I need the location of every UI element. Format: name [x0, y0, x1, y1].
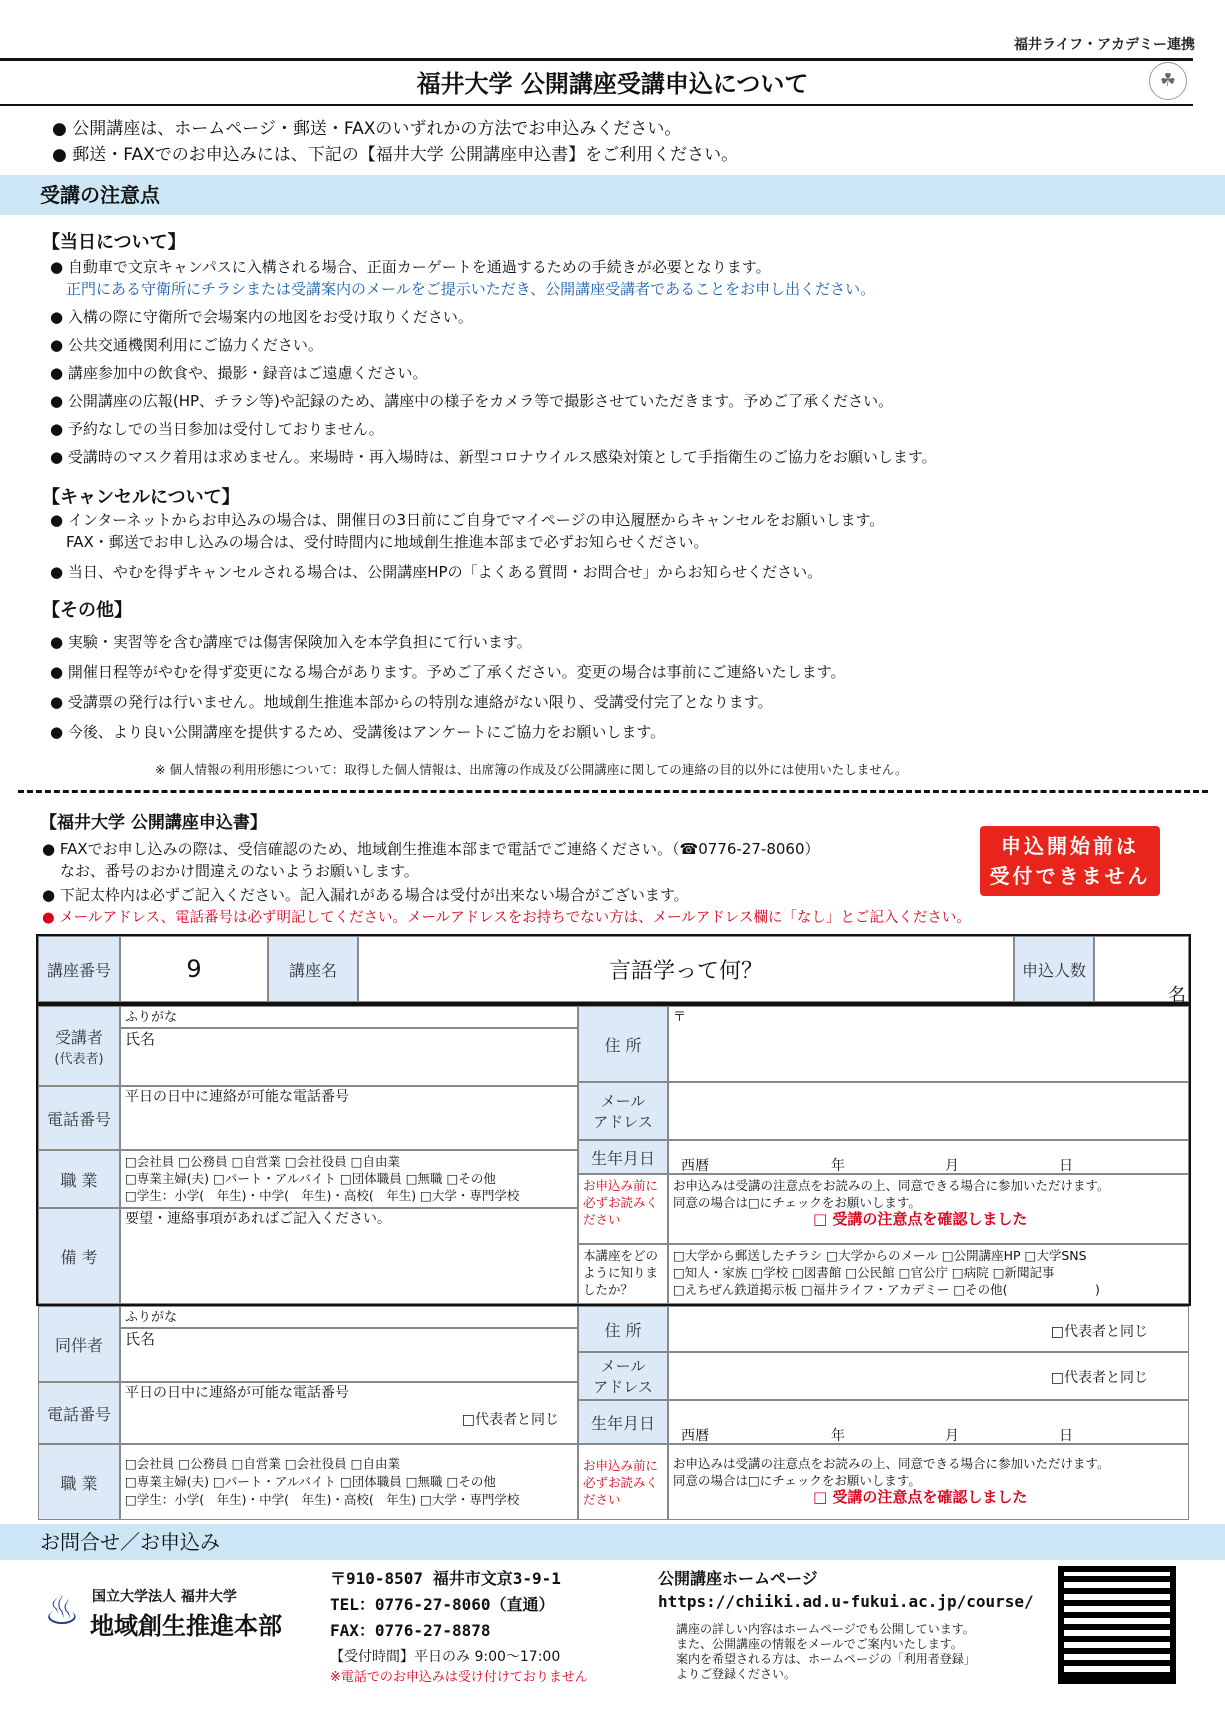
day: 日	[1059, 1428, 1073, 1444]
consent-text: お申込みは受講の注意点をお読みの上、同意できる場合に参加いただけます。	[673, 1456, 1110, 1471]
mail-text2: アドレス	[593, 1378, 653, 1396]
job-field[interactable]	[120, 1150, 578, 1208]
companion-job-label: 職 業	[38, 1444, 120, 1520]
list-item: ● 自動車で文京キャンパスに入構される場合、正面カーゲートを通過するための手続きが必要となります。	[50, 258, 771, 276]
list-item: ● 入構の際に守衛所で会場案内の地図をお受け取りください。	[50, 308, 473, 326]
list-item: ● 実験・実習等を含む講座では傷害保険加入を本学負担にて行います。	[50, 633, 532, 651]
qr-code-icon[interactable]	[1058, 1566, 1176, 1684]
companion-mail-same[interactable]: □代表者と同じ	[668, 1352, 1189, 1400]
consent-checkbox[interactable]: □ 受講の注意点を確認しました	[813, 1488, 1028, 1506]
companion-name[interactable]: 氏名	[120, 1328, 578, 1382]
phone-note: 平日の日中に連絡が可能な電話番号	[125, 1385, 349, 1401]
day-title: 【当日について】	[42, 232, 186, 253]
university-logo-icon: ♨	[44, 1588, 80, 1634]
hp-note-line: よりご登録ください。	[676, 1667, 797, 1681]
job-options: □会社員 □公務員 □自営業 □会社役員 □自由業	[125, 1154, 400, 1169]
stamp-line: 申込開始前は	[1001, 834, 1139, 858]
phone-label: 電話番号	[38, 1086, 120, 1150]
companion-phone-label: 電話番号	[38, 1382, 120, 1444]
year: 年	[831, 1428, 845, 1444]
how-options: □大学から郵送したチラシ □大学からのメール □公開講座HP □大学SNS	[673, 1248, 1087, 1263]
year: 年	[831, 1158, 845, 1174]
course-name-value[interactable]: 言語学って何？	[358, 936, 1014, 1002]
companion-birth-label: 生年月日	[578, 1400, 668, 1444]
list-item: ● インターネットからお申込みの場合は、開催日の3日前にご自身でマイページの申込履歴からキャンセルをお願いします。	[50, 511, 885, 529]
how-field[interactable]	[668, 1244, 1189, 1304]
companion-phone-field[interactable]	[120, 1382, 578, 1444]
consent-text: 同意の場合は□にチェックをお願いします。	[673, 1473, 921, 1488]
header-label: 福井ライフ・アカデミー連携	[1013, 37, 1195, 53]
companion-address-same[interactable]: □代表者と同じ	[668, 1306, 1189, 1352]
other-title: 【その他】	[42, 600, 132, 621]
contact-heading: お問合せ／お申込み	[0, 1524, 1225, 1560]
form-title: 【福井大学 公開講座申込書】	[40, 813, 267, 833]
mail-text: メール	[600, 1357, 646, 1375]
applicant-text: 受講者	[54, 1028, 103, 1047]
form-instruction-red: ● メールアドレス、電話番号は必ず明記してください。メールアドレスをお持ちでない方は、メールアドレス欄に「なし」とご記入ください。	[42, 910, 971, 926]
name-field[interactable]: 氏名	[120, 1028, 578, 1086]
consent-text: お申込みは受講の注意点をお読みの上、同意できる場合に参加いただけます。	[673, 1178, 1110, 1193]
job-options: □専業主婦(夫) □パート・アルバイト □団体職員 □無職 □その他	[125, 1474, 496, 1489]
list-item: ● 公開講座の広報(HP、チラシ等)や記録のため、講座中の様子をカメラ等で撮影させていただきます。予めご了承ください。	[50, 392, 894, 410]
address-field[interactable]: 〒	[668, 1006, 1189, 1082]
hp-url[interactable]: https://chiiki.ad.u-fukui.ac.jp/course/	[658, 1592, 1034, 1611]
course-name-label: 講座名	[268, 936, 358, 1002]
must-read-label: お申込み前に必ずお読みください	[578, 1174, 668, 1244]
mail-label	[578, 1082, 668, 1140]
top-rule	[0, 58, 1193, 61]
course-no-label: 講座番号	[38, 936, 120, 1002]
birth-field[interactable]	[668, 1140, 1189, 1174]
seireki: 西暦	[681, 1158, 709, 1174]
cancel-title: 【キャンセルについて】	[42, 487, 240, 508]
hp-label: 公開講座ホームページ	[658, 1569, 818, 1588]
intro-line: ● 公開講座は、ホームページ・郵送・FAXのいずれかの方法でお申込みください。	[52, 119, 682, 139]
list-item: ● 受講票の発行は行いません。地域創生推進本部からの特別な連絡がない限り、受講受付完了となります。	[50, 693, 773, 711]
mail-field[interactable]	[668, 1082, 1189, 1140]
job-options: □学生：小学( 年生)・中学( 年生)・高校( 年生) □大学・専門学校	[125, 1188, 520, 1203]
hp-note-line: 案内を希望される方は、ホームページの「利用者登録」	[676, 1652, 976, 1666]
month: 月	[945, 1428, 959, 1444]
same-checkbox[interactable]: □代表者と同じ	[461, 1412, 559, 1428]
job-options: □会社員 □公務員 □自営業 □会社役員 □自由業	[125, 1456, 400, 1471]
companion-label: 同伴者	[38, 1306, 120, 1382]
list-item: ● 公共交通機関利用にご協力ください。	[50, 336, 323, 354]
address-label: 住 所	[578, 1006, 668, 1082]
how-label: 本講座をどのように知りましたか？	[578, 1244, 668, 1304]
day: 日	[1059, 1158, 1073, 1174]
companion-address-label: 住 所	[578, 1306, 668, 1352]
must-read-label: お申込み前に必ずお読みください	[578, 1444, 668, 1520]
job-label: 職 業	[38, 1150, 120, 1208]
form-instruction: ● 下記太枠内は必ずご記入ください。記入漏れがある場合は受付が出来ない場合がございます。	[42, 886, 689, 904]
list-item: ● 講座参加中の飲食や、撮影・録音はご遠慮ください。	[50, 364, 428, 382]
companion-birth-field[interactable]	[668, 1400, 1189, 1444]
form-instruction: ● FAXでお申し込みの際は、受信確認のため、地域創生推進本部まで電話でご連絡ください。（☎0776-27-8060）	[42, 840, 820, 858]
page-title: 福井大学 公開講座受講申込について	[416, 70, 809, 98]
list-item: ● 今後、より良い公開講座を提供するため、受講後はアンケートにご協力をお願いします。	[50, 723, 666, 741]
count-label: 申込人数	[1014, 936, 1094, 1002]
applicant-label	[38, 1006, 120, 1086]
cut-line	[18, 790, 1208, 793]
mail-text: メール	[600, 1092, 646, 1110]
hp-note-line: 講座の詳しい内容はホームページでも公開しています。	[676, 1622, 975, 1636]
intro-line: ● 郵送・FAXでのお申込みには、下記の【福井大学 公開講座申込書】をご利用ください。	[52, 145, 739, 165]
tel: TEL：0776-27-8060（直通）	[330, 1595, 555, 1614]
applicant-sub: (代表者)	[54, 1052, 104, 1067]
list-item: ● 当日、やむを得ずキャンセルされる場合は、公開講座HPの「よくある質問・お問合せ」からお知らせください。	[50, 563, 823, 581]
title-rule	[0, 104, 1193, 106]
list-item: ● 開催日程等がやむを得ず変更になる場合があります。予めご了承ください。変更の場合は事前にご連絡いたします。	[50, 663, 846, 681]
companion-furigana[interactable]: ふりがな	[120, 1306, 578, 1328]
address: 〒910-8507 福井市文京3-9-1	[330, 1569, 561, 1588]
list-item: FAX・郵送でお申し込みの場合は、受付時間内に地域創生推進本部まで必ずお知らせください。	[66, 533, 709, 551]
notice-heading: 受講の注意点	[0, 175, 1225, 215]
companion-mail-label	[578, 1352, 668, 1400]
how-options: □知人・家族 □学校 □図書館 □公民館 □官公庁 □病院 □新聞記事	[673, 1265, 1055, 1280]
count-unit: 名	[1168, 985, 1186, 1006]
consent-checkbox[interactable]: □ 受講の注意点を確認しました	[813, 1210, 1028, 1228]
companion-job-field[interactable]	[120, 1444, 578, 1520]
list-item: 正門にある守衛所にチラシまたは受講案内のメールをご提示いただき、公開講座受講者であることをお申し出ください。	[66, 280, 876, 298]
privacy-note: ※ 個人情報の利用形態について：取得した個人情報は、出席簿の作成及び公開講座に関しての連絡の目的以外には使用いたしません。	[155, 762, 908, 777]
remarks-field[interactable]: 要望・連絡事項があればご記入ください。	[120, 1208, 578, 1304]
phone-warning: ※電話でのお申込みは受け付けておりません	[330, 1670, 588, 1685]
companion-consent-field	[668, 1444, 1189, 1520]
how-options: □えちぜん鉄道掲示板 □福井ライフ・アカデミー □その他( )	[673, 1282, 1100, 1297]
birth-label: 生年月日	[578, 1140, 668, 1174]
academy-logo-icon: ☘	[1149, 62, 1187, 100]
month: 月	[945, 1158, 959, 1174]
mail-text2: アドレス	[593, 1113, 653, 1131]
stamp-line: 受付できません	[989, 864, 1151, 888]
furigana-field[interactable]: ふりがな	[120, 1006, 578, 1028]
hp-note-line: また、公開講座の情報をメールでご案内いたします。	[676, 1637, 963, 1651]
list-item: ● 予約なしでの当日参加は受付しておりません。	[50, 420, 384, 438]
list-item: ● 受講時のマスク着用は求めません。来場時・再入場時は、新型コロナウイルス感染対策として手指衛生のご協力をお願いします。	[50, 448, 937, 466]
consent-text: 同意の場合は□にチェックをお願いします。	[673, 1195, 921, 1210]
count-field[interactable]	[1094, 936, 1189, 1006]
consent-field	[668, 1174, 1189, 1244]
org-small: 国立大学法人 福井大学	[92, 1589, 237, 1605]
phone-field[interactable]: 平日の日中に連絡が可能な電話番号	[120, 1086, 578, 1150]
hours: 【受付時間】平日のみ 9:00～17:00	[330, 1649, 561, 1665]
not-open-stamp	[980, 826, 1160, 896]
remarks-label: 備 考	[38, 1208, 120, 1304]
hp-note	[676, 1622, 976, 1682]
org-name: 地域創生推進本部	[90, 1612, 282, 1640]
job-options: □専業主婦(夫) □パート・アルバイト □団体職員 □無職 □その他	[125, 1171, 496, 1186]
seireki: 西暦	[681, 1428, 709, 1444]
course-no-value[interactable]: 9	[120, 936, 268, 1002]
fax: FAX：0776-27-8878	[330, 1621, 491, 1640]
job-options: □学生：小学( 年生)・中学( 年生)・高校( 年生) □大学・専門学校	[125, 1492, 520, 1507]
form-instruction: なお、番号のおかけ間違えのないようお願いします。	[60, 862, 419, 880]
